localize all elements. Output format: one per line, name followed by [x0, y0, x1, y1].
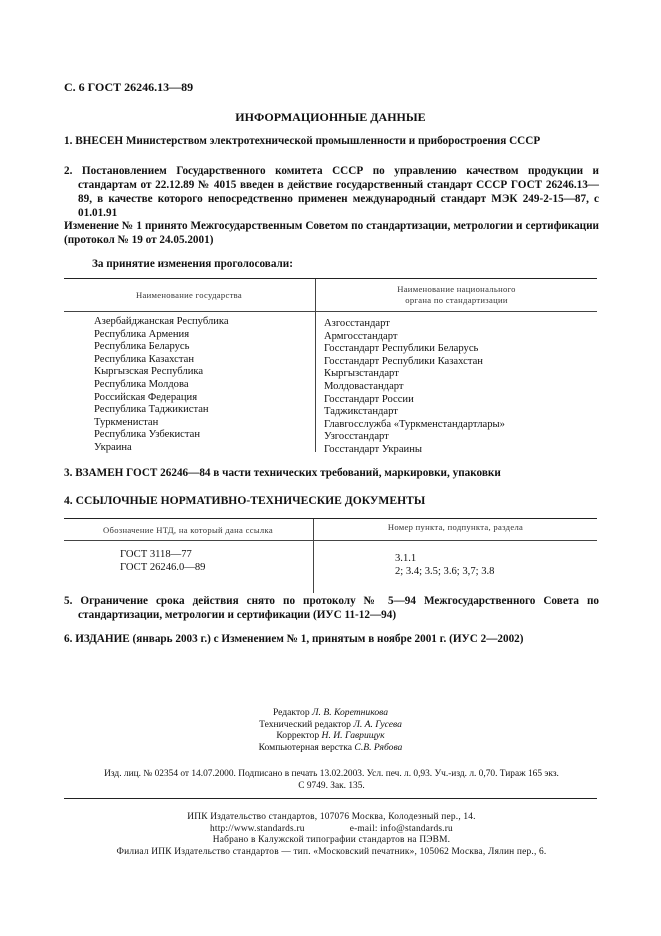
reference-col2-header: Номер пункта, подпункта, раздела: [387, 522, 524, 532]
state-cell: Республика Беларусь: [94, 341, 190, 353]
voting-table-body: [64, 312, 597, 455]
item-2-text: 2. Постановлением Государственного комитета СССР по управлению качеством продукции и стандартам от 22.12.89 № 4015 введен в действие государственный стандарт СССР ГОСТ 26246.13—89, в качестве которого непосредственно применен международный стандарт МЭК 249-2-15—87, с 01.01.91: [64, 165, 599, 219]
editor-name: Л. В. Коретникова: [312, 707, 389, 718]
state-cell: Республика Молдова: [94, 378, 189, 390]
state-cell: Республика Таджикистан: [94, 404, 209, 416]
publisher-email-link[interactable]: e-mail: info@standards.ru: [349, 823, 453, 834]
editors-block: [0, 707, 661, 753]
body-cell: Госстандарт Республики Беларусь: [324, 343, 479, 355]
publisher-website-link[interactable]: http://www.standards.ru: [210, 823, 305, 834]
state-cell: Украина: [94, 441, 132, 453]
publisher-line1: ИПК Издательство стандартов, 107076 Москва, Колодезный пер., 14.: [187, 812, 476, 822]
reference-table: [64, 518, 597, 593]
editor-role: Корректор: [276, 730, 320, 742]
editor-line: [0, 707, 661, 719]
voting-body-divider: [315, 312, 316, 452]
voting-col2-header: [316, 284, 597, 306]
body-cell: Азгосстандарт: [324, 318, 390, 329]
reference-refs-column: [395, 553, 494, 578]
publisher-line4: Филиал ИПК Издательство стандартов — тип. «Московский печатник», 105062 Москва, Лялин пер., 6.: [116, 846, 547, 857]
body-cell: Молдовастандарт: [324, 380, 404, 392]
body-cell: Узгосстандарт: [324, 431, 389, 443]
editor-line: [0, 730, 661, 742]
page-header: С. 6 ГОСТ 26246.13—89: [64, 80, 194, 94]
editor-name: Л. А. Гусева: [353, 718, 402, 730]
item-3: 3. ВЗАМЕН ГОСТ 26246—84 в части технических требований, маркировки, упаковки: [64, 467, 501, 479]
state-cell: Российская Федерация: [94, 391, 198, 403]
reference-body-divider: [313, 541, 314, 593]
item-5: [64, 594, 599, 622]
ref-cell: 3.1.1: [395, 553, 417, 564]
editor-line: [0, 719, 661, 731]
doc-cell: ГОСТ 3118—77: [120, 549, 192, 560]
voting-col2-header-line2: органа по стандартизации: [405, 295, 508, 305]
page-title: ИНФОРМАЦИОННЫЕ ДАННЫЕ: [235, 110, 426, 124]
state-cell: Туркменистан: [94, 416, 159, 428]
voting-states-column: [94, 316, 229, 455]
voted-label: За принятие изменения проголосовали:: [92, 258, 293, 270]
voting-bodies-column: [324, 318, 505, 457]
state-cell: Кыргызская Республика: [94, 366, 204, 378]
change-note: Изменение № 1 принято Межгосударственным Советом по стандартизации, метрологии и сертификации (протокол № 19 от 24.05.2001): [64, 220, 599, 246]
imprint-line2: С 9749. Зак. 135.: [298, 781, 365, 791]
reference-docs-column: [120, 549, 205, 574]
item-4: 4. ССЫЛОЧНЫЕ НОРМАТИВНО-ТЕХНИЧЕСКИЕ ДОКУМЕНТЫ: [64, 494, 426, 507]
reference-table-header: [64, 519, 597, 541]
voting-table: [64, 278, 597, 455]
item-1-text: 1. ВНЕСЕН Министерством электротехнической промышленности и приборостроения СССР: [64, 135, 541, 147]
body-cell: Госстандарт России: [324, 393, 414, 405]
publisher-line3: Набрано в Калужской типографии стандартов на ПЭВМ.: [212, 835, 451, 846]
item-1: [64, 134, 599, 148]
state-cell: Республика Армения: [94, 328, 190, 340]
editor-name: Н. И. Гаврищук: [321, 730, 385, 742]
body-cell: Армгосстандарт: [324, 330, 398, 342]
body-cell: Госстандарт Республики Казахстан: [324, 355, 483, 367]
publisher-block: [64, 812, 599, 858]
doc-cell: ГОСТ 26246.0—89: [120, 561, 206, 573]
editor-name: С.В. Рябова: [354, 741, 403, 753]
body-cell: Главгосслужба «Туркменстандартлары»: [324, 418, 505, 430]
state-cell: Республика Казахстан: [94, 353, 195, 365]
footer-divider: [64, 798, 597, 799]
editor-role: Компьютерная верстка: [258, 741, 353, 753]
publisher-contacts: [64, 824, 599, 836]
imprint-block: [64, 768, 599, 792]
voting-table-header: [64, 279, 597, 312]
editor-role: Редактор: [272, 707, 310, 718]
state-cell: Азербайджанская Республика: [94, 316, 229, 327]
body-cell: Таджикстандарт: [324, 406, 398, 418]
imprint-line1: Изд. лиц. № 02354 от 14.07.2000. Подписано в печать 13.02.2003. Усл. печ. л. 0,93. Уч.-изд. л. 0,70. Тираж 165 экз.: [104, 769, 559, 779]
voting-col1-header: Наименование государства: [136, 290, 242, 300]
item-6: 6. ИЗДАНИЕ (январь 2003 г.) с Изменением № 1, принятым в ноябре 2001 г. (ИУС 2—2002): [64, 633, 524, 645]
state-cell: Республика Узбекистан: [94, 429, 201, 441]
item-5-text: 5. Ограничение срока действия снято по протоколу № 5—94 Межгосударственного Совета по стандартизации, метрологии и сертификации (ИУС 11-12—94): [64, 595, 599, 621]
body-cell: Кыргызстандарт: [324, 368, 399, 380]
editor-role: Технический редактор: [259, 718, 351, 730]
reference-col1-header: Обозначение НТД, на который дана ссылка: [103, 525, 273, 535]
body-cell: Госстандарт Украины: [324, 443, 422, 455]
ref-cell: 2; 3.4; 3.5; 3.6; 3,7; 3.8: [395, 565, 495, 577]
item-2: [64, 164, 599, 220]
editor-line: [0, 742, 661, 754]
reference-table-body: [64, 541, 597, 593]
voting-col2-header-line1: Наименование национального: [397, 284, 516, 294]
